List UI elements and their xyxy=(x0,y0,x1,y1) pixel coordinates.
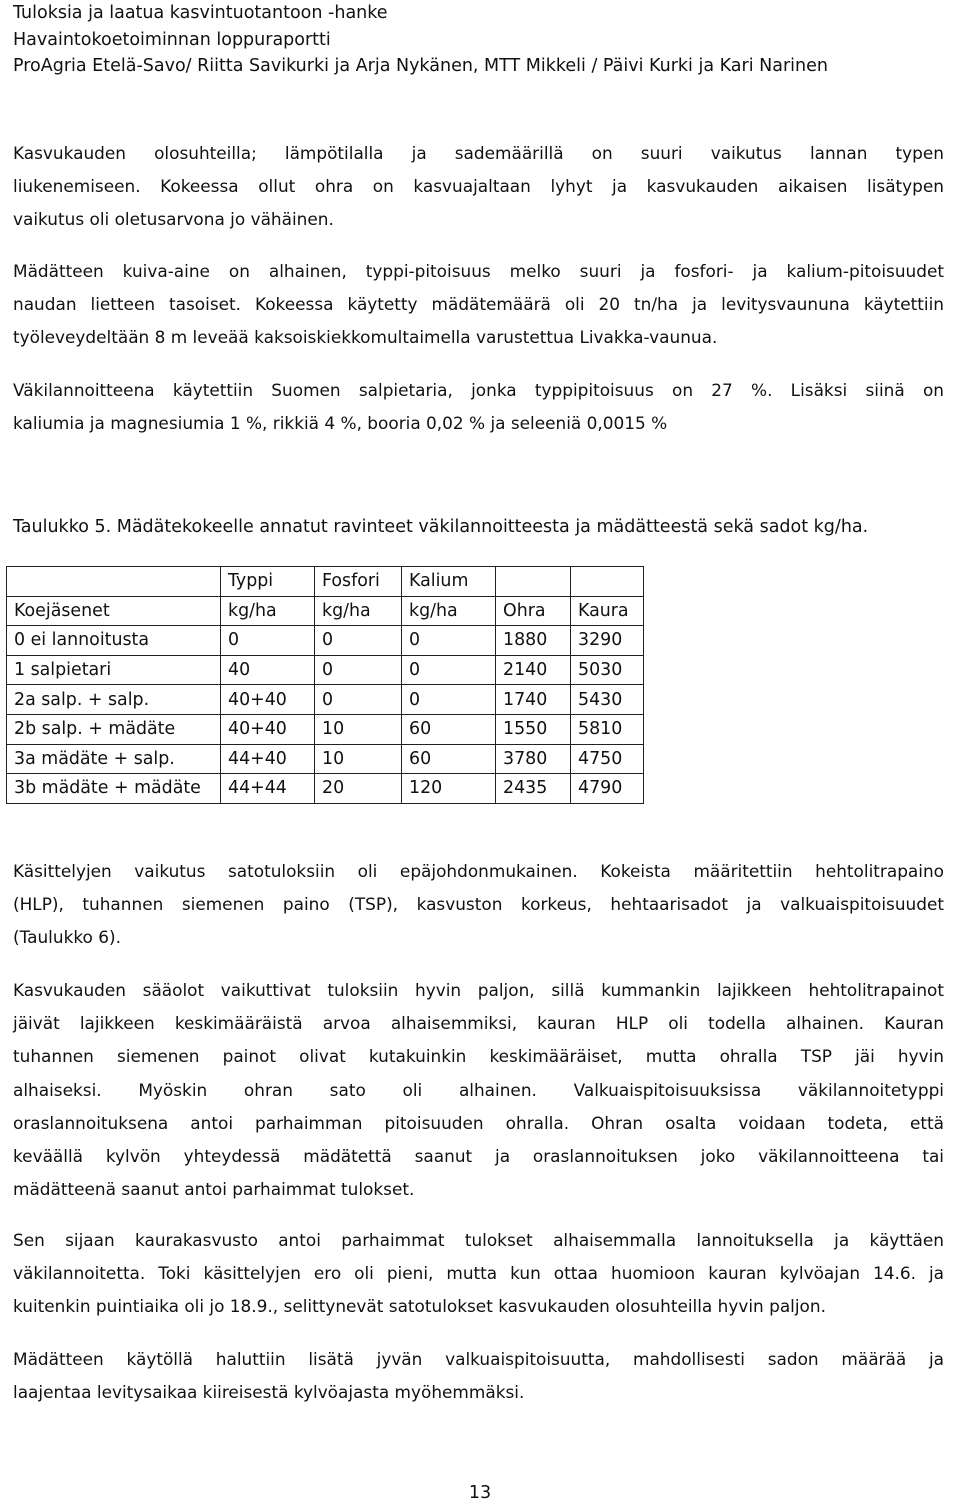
paragraph-5 xyxy=(13,974,944,1206)
paragraph-line: tuhannen siemenen painot olivat kutakuinkin keskimääräiset, mutta ohralla TSP jäi hyvin xyxy=(13,1046,944,1067)
table-header-row xyxy=(7,567,644,597)
table-cell: 0 xyxy=(315,655,402,685)
table-cell xyxy=(571,567,644,597)
table-cell: 44+44 xyxy=(221,774,315,804)
table-cell: 1880 xyxy=(496,626,571,656)
table-cell: Kalium xyxy=(402,567,496,597)
table-cell: 3780 xyxy=(496,744,571,774)
paragraph-line: laajentaa levitysaikaa kiireisestä kylvöajasta myöhemmäksi. xyxy=(13,1382,525,1403)
paragraph-7 xyxy=(13,1343,944,1409)
table-cell: 0 xyxy=(315,685,402,715)
paragraph-line: Käsittelyjen vaikutus satotuloksiin oli epäjohdonmukainen. Kokeista määritettiin hehtolitrapaino xyxy=(13,861,944,881)
paragraph-line: Mädätteen kuiva-aine on alhainen, typpi-pitoisuus melko suuri ja fosfori- ja kalium-pitoisuudet xyxy=(13,261,944,281)
paragraph-line: kuitenkin puintiaika oli jo 18.9., selittynevät satotulokset kasvukauden olosuhteilla hyvin paljon. xyxy=(13,1296,826,1317)
table-cell: 2140 xyxy=(496,655,571,685)
paragraph-line: kaliumia ja magnesiumia 1 %, rikkiä 4 %, booria 0,02 % ja seleeniä 0,0015 % xyxy=(13,413,668,434)
paragraph-line: Väkilannoitteena käytettiin Suomen salpietaria, jonka typpipitoisuus on 27 %. Lisäksi siinä on xyxy=(13,380,944,400)
table-cell: 20 xyxy=(315,774,402,804)
table-cell: Koejäsenet xyxy=(7,596,221,626)
table-cell: 1740 xyxy=(496,685,571,715)
table-row xyxy=(7,626,644,656)
table-cell: kg/ha xyxy=(402,596,496,626)
paragraph-line: työleveydeltään 8 m leveää kaksoiskiekkomultaimella varustettua Livakka-vaunua. xyxy=(13,327,718,348)
paragraph-line: keväällä kylvön yhteydessä mädätettä saanut ja oraslannoituksen joko väkilannoitteena tai xyxy=(13,1146,944,1167)
table-cell xyxy=(496,567,571,597)
table-cell: 4790 xyxy=(571,774,644,804)
paragraph-3 xyxy=(13,374,944,440)
table-cell xyxy=(7,567,221,597)
table-cell: 5810 xyxy=(571,714,644,744)
header-project-title: Tuloksia ja laatua kasvintuotantoon -hanke xyxy=(13,3,388,23)
paragraph-line: väkilannoitetta. Toki käsittelyjen ero oli pieni, mutta kun ottaa huomioon kauran kylvöajan 14.6. ja xyxy=(13,1263,944,1284)
table-row xyxy=(7,685,644,715)
table-cell: Ohra xyxy=(496,596,571,626)
table-cell: 0 xyxy=(402,626,496,656)
table-row xyxy=(7,774,644,804)
paragraph-line: (HLP), tuhannen siemenen paino (TSP), kasvuston korkeus, hehtaarisadot ja valkuaispitoisuudet xyxy=(13,894,944,915)
paragraph-line: naudan lietteen tasoiset. Kokeessa käytetty mädätemäärä oli 20 tn/ha ja levitysvaununa käytettiin xyxy=(13,294,944,315)
nutrient-yield-table xyxy=(6,566,644,804)
table-cell: 0 ei lannoitusta xyxy=(7,626,221,656)
table-cell: 3b mädäte + mädäte xyxy=(7,774,221,804)
table-cell: 3290 xyxy=(571,626,644,656)
table-cell: 0 xyxy=(402,655,496,685)
paragraph-line: Kasvukauden sääolot vaikuttivat tuloksiin hyvin paljon, sillä kummankin lajikkeen hehtolitrapainot xyxy=(13,980,944,1000)
table-cell: Typpi xyxy=(221,567,315,597)
table-cell: 5430 xyxy=(571,685,644,715)
paragraph-line: oraslannoituksena antoi parhaimman pitoisuuden ohralla. Ohran osalta voidaan todeta, että xyxy=(13,1112,944,1133)
table-row xyxy=(7,744,644,774)
table-cell: 40+40 xyxy=(221,714,315,744)
table-cell: 60 xyxy=(402,744,496,774)
table-cell: 0 xyxy=(221,626,315,656)
table-cell: 4750 xyxy=(571,744,644,774)
header-report-title: Havaintokoetoiminnan loppuraportti xyxy=(13,29,331,50)
paragraph-line: Sen sijaan kaurakasvusto antoi parhaimmat tulokset alhaisemmalla lannoituksella ja käyttäen xyxy=(13,1230,944,1250)
table-cell: 1550 xyxy=(496,714,571,744)
table-cell: 0 xyxy=(402,685,496,715)
table-row xyxy=(7,714,644,744)
table-cell: kg/ha xyxy=(315,596,402,626)
table-caption: Taulukko 5. Mädätekokeelle annatut ravinteet väkilannoitteesta ja mädätteestä sekä sadot kg/ha. xyxy=(13,517,869,537)
table-cell: Fosfori xyxy=(315,567,402,597)
table-cell: 40 xyxy=(221,655,315,685)
paragraph-line: mädätteenä saanut antoi parhaimmat tulokset. xyxy=(13,1179,415,1200)
table-row xyxy=(7,655,644,685)
paragraph-line: vaikutus oli oletusarvona jo vähäinen. xyxy=(13,209,334,230)
paragraph-line: (Taulukko 6). xyxy=(13,927,121,948)
table-cell: 2435 xyxy=(496,774,571,804)
paragraph-line: liukenemiseen. Kokeessa ollut ohra on kasvuajaltaan lyhyt ja kasvukauden aikaisen lisätypen xyxy=(13,176,944,197)
table-cell: 10 xyxy=(315,744,402,774)
table-cell: 44+40 xyxy=(221,744,315,774)
page-number: 13 xyxy=(468,1483,492,1503)
paragraph-4 xyxy=(13,855,944,955)
table-cell: kg/ha xyxy=(221,596,315,626)
table-cell: 120 xyxy=(402,774,496,804)
table-cell: 3a mädäte + salp. xyxy=(7,744,221,774)
table-cell: 2a salp. + salp. xyxy=(7,685,221,715)
paragraph-2 xyxy=(13,255,944,355)
table-cell: 40+40 xyxy=(221,685,315,715)
header-authors: ProAgria Etelä-Savo/ Riitta Savikurki ja Arja Nykänen, MTT Mikkeli / Päivi Kurki ja Kari Narinen xyxy=(13,56,828,77)
table-cell: Kaura xyxy=(571,596,644,626)
paragraph-line: jäivät lajikkeen keskimääräistä arvoa alhaisemmiksi, kauran HLP oli todella alhainen. Kauran xyxy=(13,1013,944,1034)
paragraph-6 xyxy=(13,1224,944,1324)
table-cell: 2b salp. + mädäte xyxy=(7,714,221,744)
paragraph-line: Mädätteen käytöllä haluttiin lisätä jyvän valkuaispitoisuutta, mahdollisesti sadon määrää ja xyxy=(13,1349,944,1369)
paragraph-1 xyxy=(13,137,944,237)
paragraph-line: Kasvukauden olosuhteilla; lämpötilalla ja sademäärillä on suuri vaikutus lannan typen xyxy=(13,143,944,163)
table-cell: 5030 xyxy=(571,655,644,685)
table-cell: 60 xyxy=(402,714,496,744)
document-header xyxy=(13,0,943,80)
table-cell: 1 salpietari xyxy=(7,655,221,685)
table-cell: 0 xyxy=(315,626,402,656)
table-header-row xyxy=(7,596,644,626)
table-cell: 10 xyxy=(315,714,402,744)
paragraph-line: alhaiseksi. Myöskin ohran sato oli alhainen. Valkuaispitoisuuksissa väkilannoitetyppi xyxy=(13,1079,944,1100)
